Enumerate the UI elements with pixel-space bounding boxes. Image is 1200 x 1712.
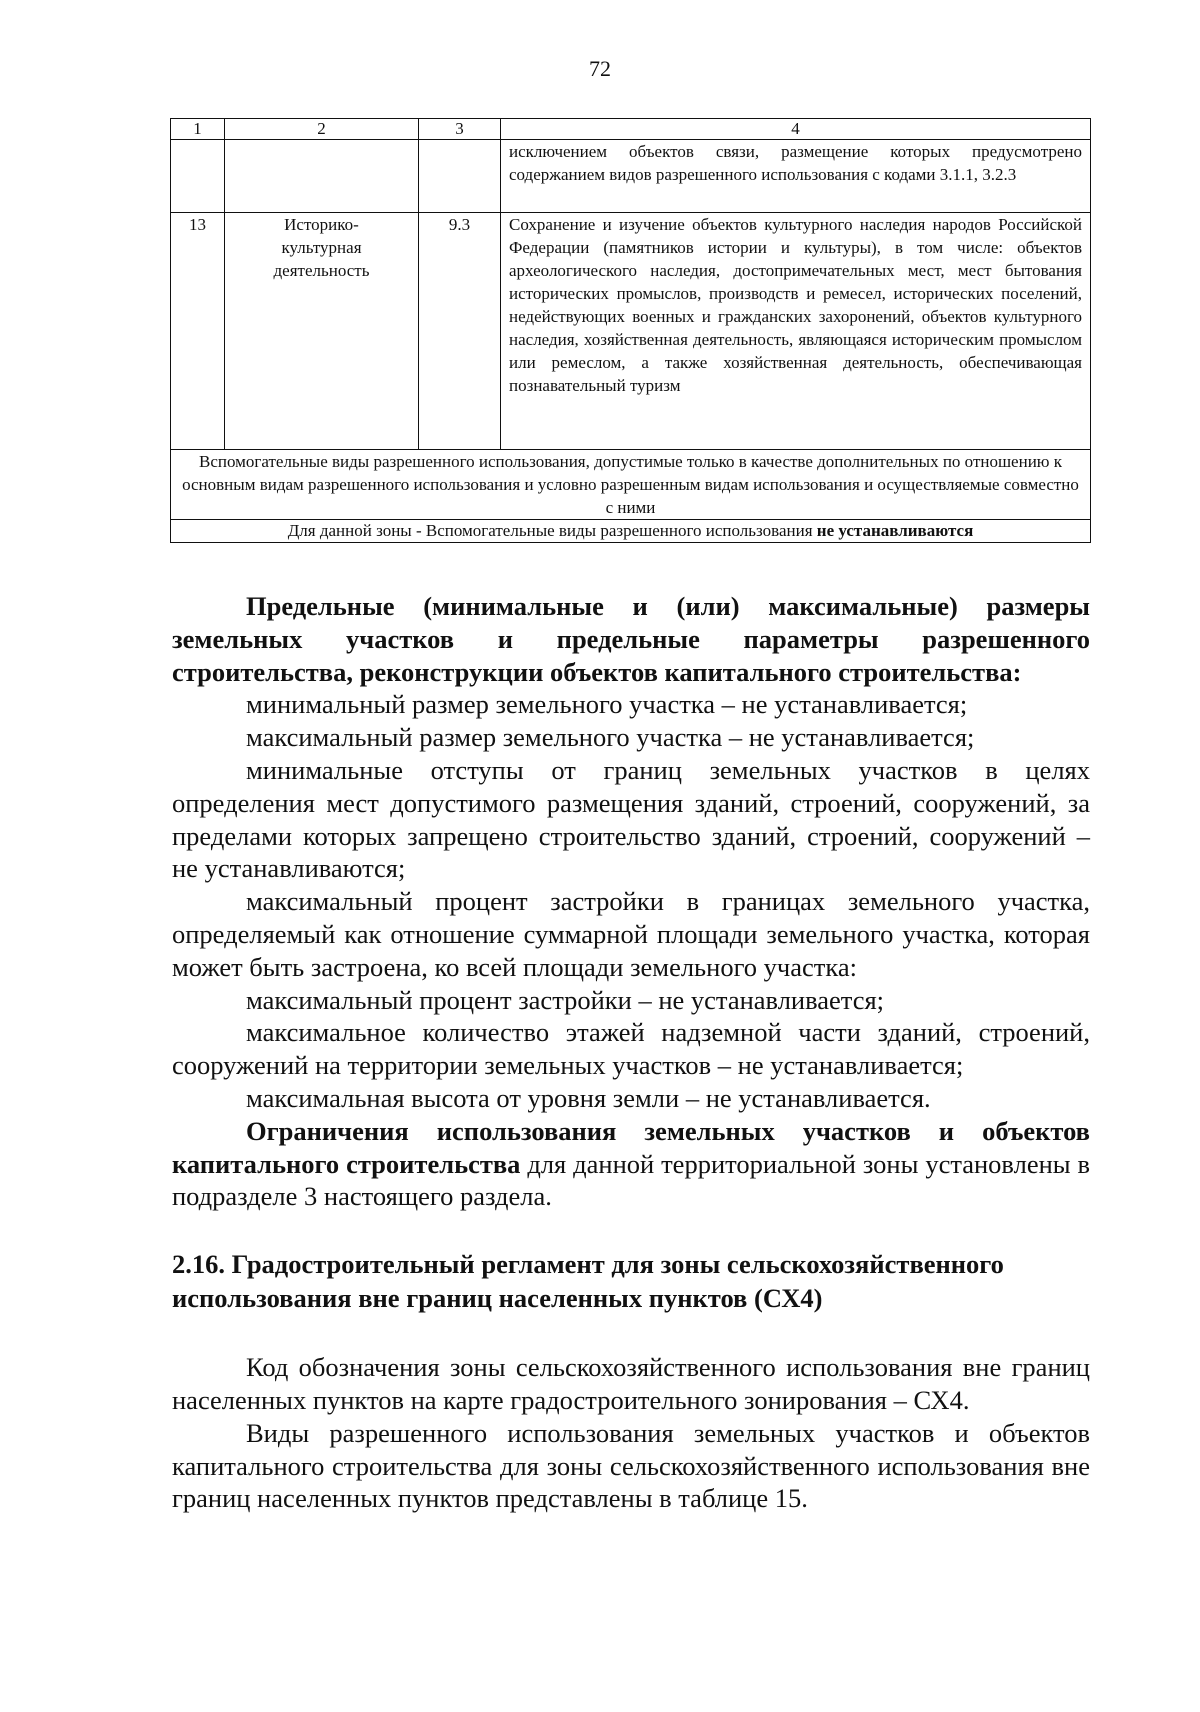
document-body: [172, 590, 1090, 1515]
paragraph-table-reference: Виды разрешенного использования земельных участков и объектов капитального строительства для зоны сельскохозяйственного использования вне границ населенных пунктов представлены в таблице 15.: [172, 1417, 1090, 1514]
paragraph-max-size: максимальный размер земельного участка – не устанавливается;: [246, 722, 975, 753]
paragraph-zone-code: Код обозначения зоны сельскохозяйственного использования вне границ населенных пунктов на карте градостроительного зонирования – СХ4.: [172, 1352, 1090, 1415]
section-title-line-1: 2.16. Градостроительный регламент для зоны сельскохозяйственного: [172, 1249, 1004, 1280]
paragraph-build-percent-def: максимальный процент застройки в границах земельного участка, определяемый как отношение суммарной площади земельного участка, которая может быть застроена, ко всей площади земельного участка:: [172, 886, 1090, 982]
auxiliary-note-bold: не устанавливаются: [816, 521, 974, 540]
restrictions-text: для данной территориальной зоны установлены в подразделе 3 настоящего раздела.: [172, 1148, 1090, 1212]
paragraph-build-percent: максимальный процент застройки – не устанавливается;: [246, 984, 885, 1015]
table-header-col-3: 3: [419, 119, 501, 140]
section-title-line-2: использования вне границ населенных пунктов (СХ4): [172, 1283, 823, 1314]
table-row-13: [171, 213, 1091, 450]
table-header-col-4: 4: [501, 119, 1091, 140]
table-cell-use-code: 9.3: [419, 213, 501, 450]
permitted-use-table: [170, 118, 1091, 543]
table-row-auxiliary-note: [171, 520, 1091, 543]
table-header-col-1: 1: [171, 119, 225, 140]
auxiliary-note-text: Для данной зоны - Вспомогательные виды разрешенного использования: [287, 521, 813, 540]
table-header-col-2: 2: [225, 119, 419, 140]
paragraph-min-size: минимальный размер земельного участка – не устанавливается;: [246, 689, 968, 720]
table-cell-use-name: Историко-культурная деятельность: [225, 213, 419, 450]
table-header-row: [171, 119, 1091, 140]
table-cell-empty: [171, 140, 225, 213]
section-title: [172, 1247, 1090, 1315]
limits-heading: Предельные (минимальные и (или) максимальные) размеры земельных участков и предельные параметры разрешенного строительства, реконструкции объектов капитального строительства:: [172, 591, 1090, 687]
auxiliary-uses-note: [171, 520, 1091, 543]
table-row-continuation: [171, 140, 1091, 213]
paragraph-floors: максимальное количество этажей надземной части зданий, строений, сооружений на территории земельных участков – не устанавливается;: [172, 1017, 1090, 1081]
table-cell-row-number: 13: [171, 213, 225, 450]
auxiliary-uses-heading: Вспомогательные виды разрешенного использования, допустимые только в качестве дополнительных по отношению к основным видам разрешенного использования и условно разрешенным видам использования и осуществляемые совместно с ними: [171, 450, 1091, 520]
table-cell-empty: [419, 140, 501, 213]
paragraph-setbacks: минимальные отступы от границ земельных участков в целях определения мест допустимого размещения зданий, строений, сооружений, за пределами которых запрещено строительство зданий, строений, сооружений – не устанавливаются;: [172, 754, 1090, 884]
page-number: 72: [589, 56, 611, 81]
paragraph-restrictions: [172, 1115, 1090, 1213]
restrictions-bold: Ограничения использования земельных участков и объектов капитального строительства: [172, 1115, 1090, 1179]
table-cell-continuation-text: исключением объектов связи, размещение которых предусмотрено содержанием видов разрешенного использования с кодами 3.1.1, 3.2.3: [501, 140, 1091, 213]
paragraph-height: максимальная высота от уровня земли – не устанавливается.: [246, 1082, 931, 1113]
table-row-auxiliary-heading: [171, 450, 1091, 520]
table-cell-empty: [225, 140, 419, 213]
table-cell-use-description: Сохранение и изучение объектов культурного наследия народов Российской Федерации (памятников истории и культуры), в том числе: объектов археологического наследия, достопримечательных мест, мест бытования исторических промыслов, производств и ремесел, исторических поселений, недействующих военных и гражданских захоронений, объектов культурного наследия, хозяйственная деятельность, являющаяся историческим промыслом или ремеслом, а также хозяйственная деятельность, обеспечивающая познавательный туризм: [501, 213, 1091, 450]
